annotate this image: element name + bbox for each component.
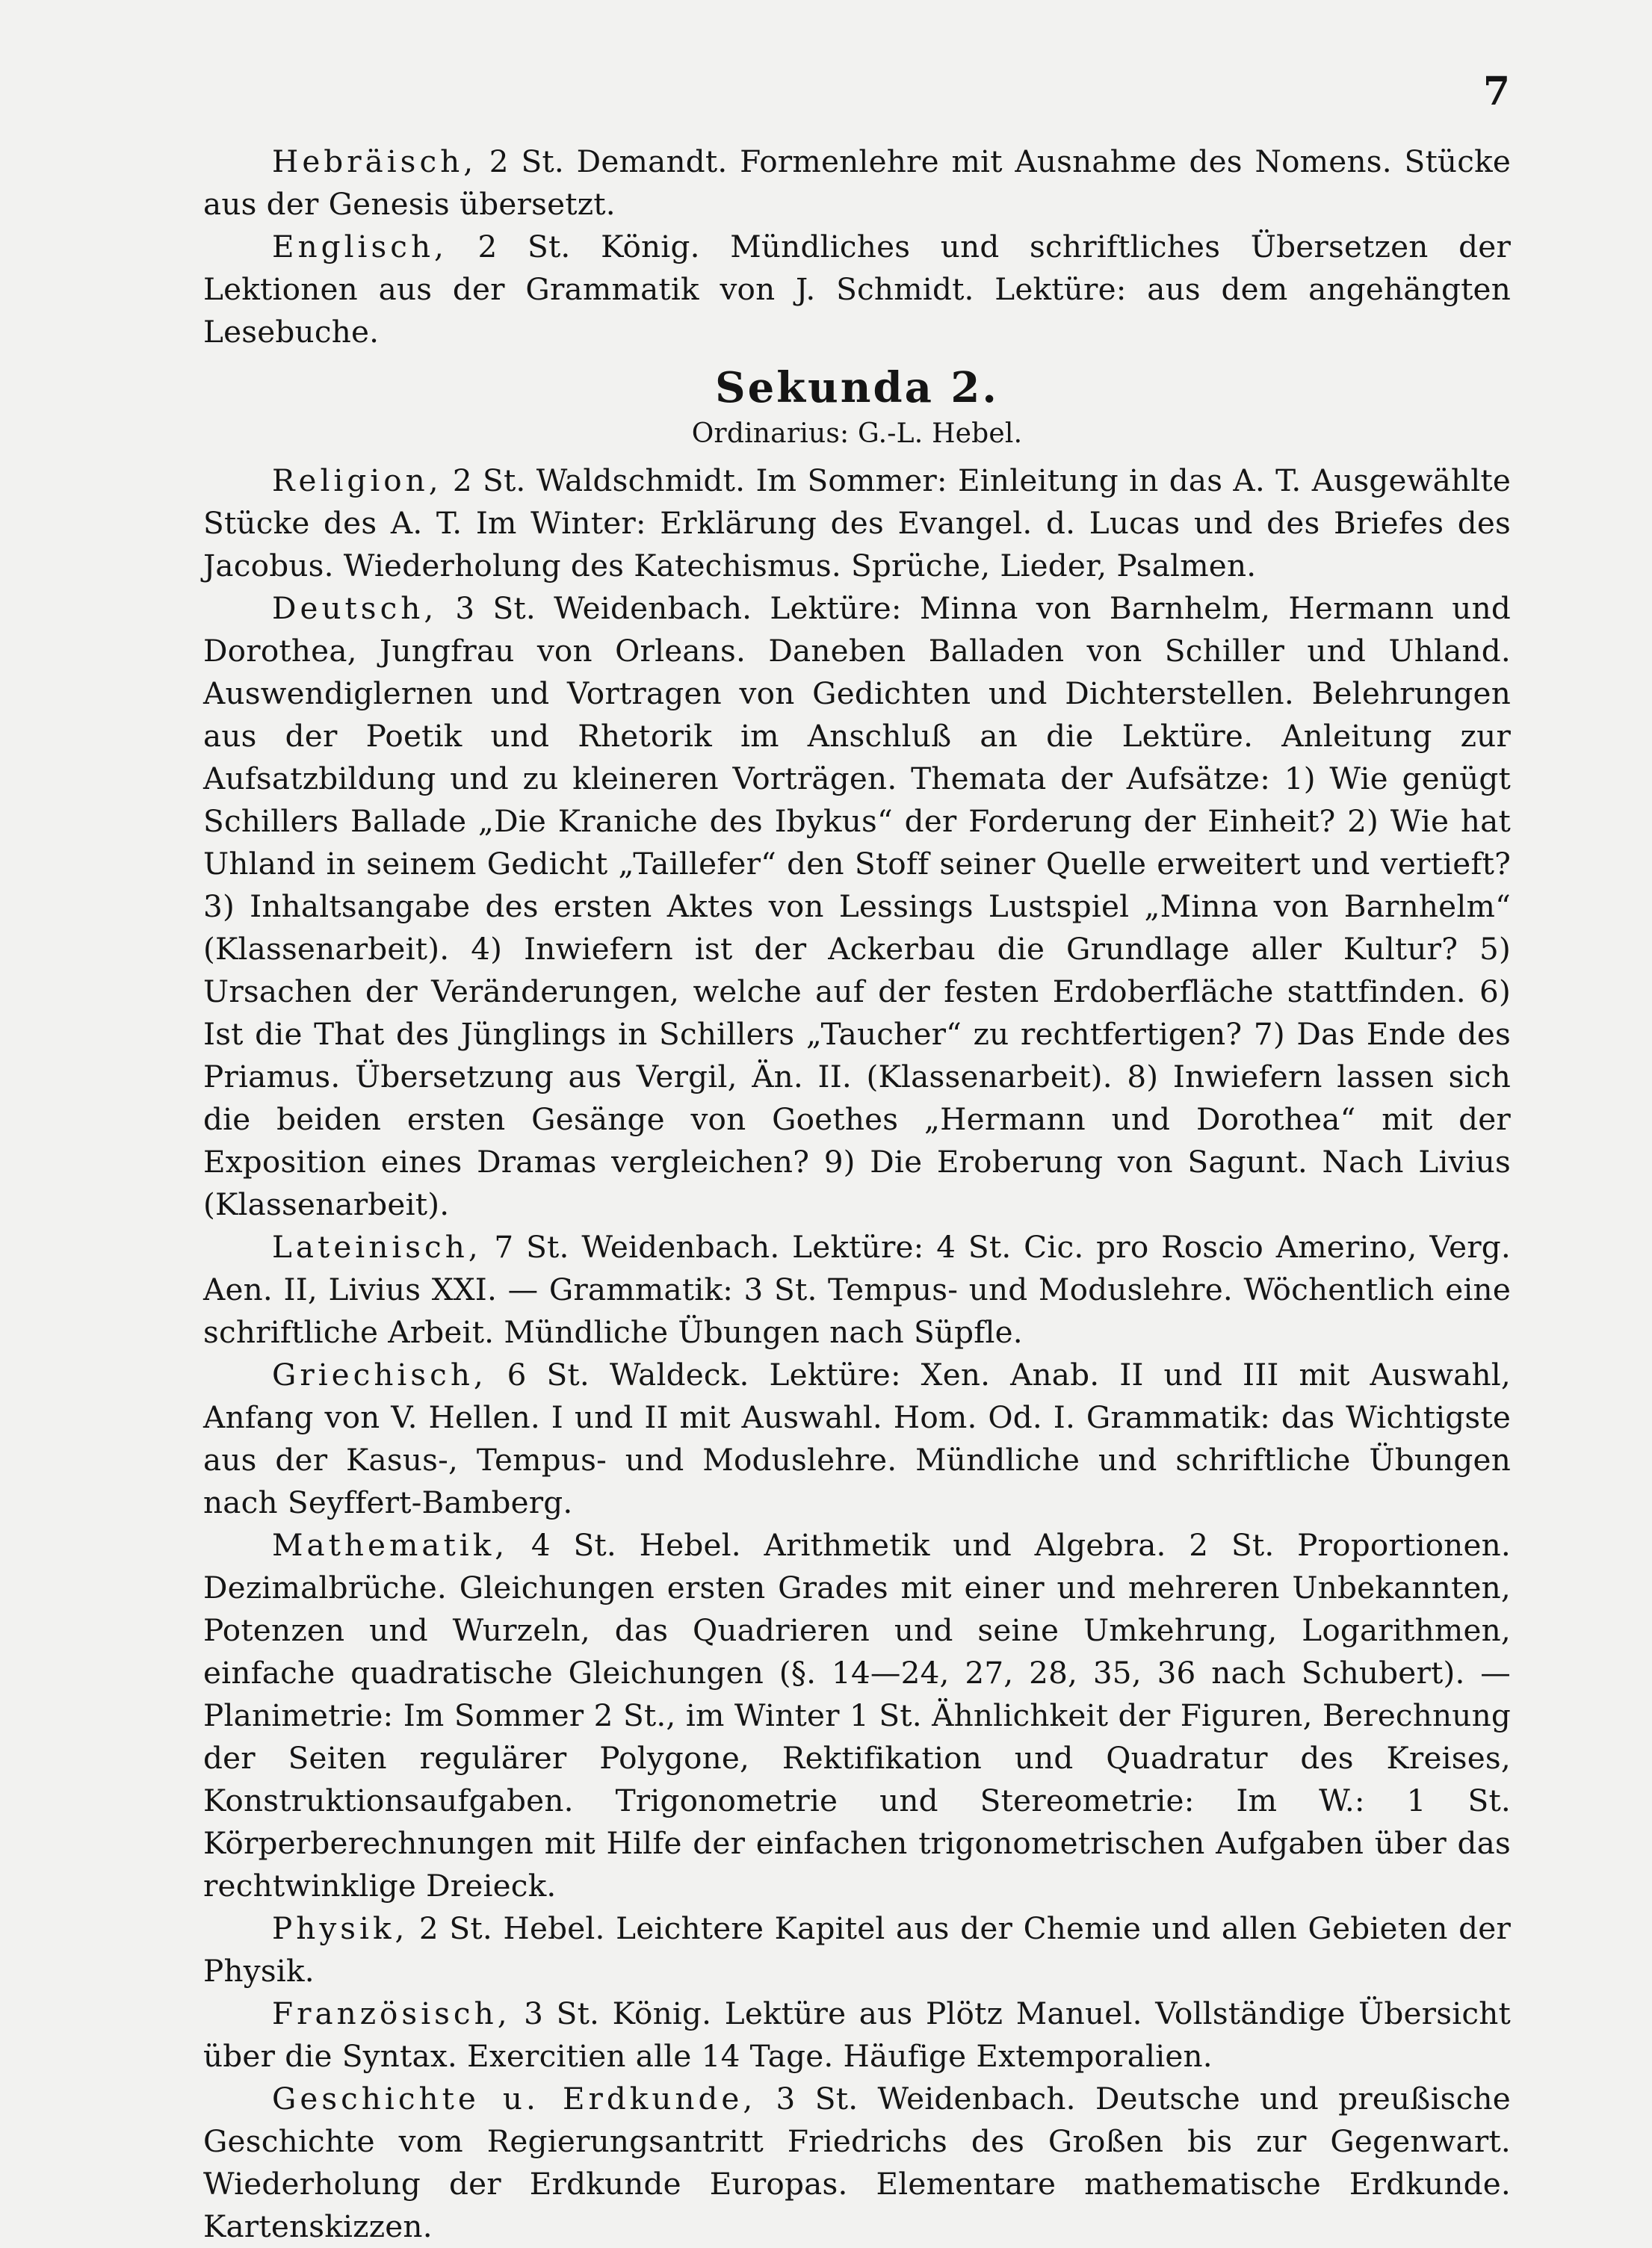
paragraph-englisch [203,226,1511,353]
subject-label: Lateinisch, [272,1229,482,1265]
paragraph-text: 7 St. Weidenbach. Lektüre: 4 St. Cic. pro Roscio Amerino, Verg. Aen. II, Livius XXI. — Grammatik: 3 St. Tempus- und Moduslehre. Wöchentlich eine schriftliche Arbeit. Mündliche Übungen nach Süpfle. [203,1229,1511,1350]
paragraph-text: 4 St. Hebel. Arithmetik und Algebra. 2 St. Proportionen. Dezimalbrüche. Gleichungen ersten Grades mit einer und mehreren Unbekannten, Potenzen und Wurzeln, das Quadrieren und seine Umkehrung, Logarithmen, einfache quadratische Gleichungen (§. 14—24, 27, 28, 35, 36 nach Schubert). — Planimetrie: Im Sommer 2 St., im Winter 1 St. Ähnlichkeit der Figuren, Berechnung der Seiten regulärer Polygone, Rektifikation und Quadratur des Kreises, Konstruktionsaufgaben. Trigonometrie und Stereometrie: Im W.: 1 St. Körperberechnungen mit Hilfe der einfachen trigonometrischen Aufgaben über das rechtwinklige Dreieck. [203,1527,1511,1904]
paragraph-hebraeisch [203,140,1511,226]
subject-label: Deutsch, [272,590,438,626]
subject-label: Französisch, [272,1995,511,2031]
subject-label: Physik, [272,1910,409,1946]
paragraph-geschichte [203,2078,1511,2248]
paragraph-mathematik [203,1524,1511,1907]
section-heading: Sekunda 2. [715,363,999,412]
paragraph-religion [203,459,1511,587]
paragraph-text: 3 St. König. Lektüre aus Plötz Manuel. Vollständige Übersicht über die Syntax. Exercitien alle 14 Tage. Häufige Extemporalien. [203,1995,1511,2074]
subject-label: Geschichte u. Erdkunde, [272,2081,757,2117]
paragraph-griechisch [203,1354,1511,1524]
subject-label: Griechisch, [272,1357,487,1393]
subject-label: Mathematik, [272,1527,509,1563]
paragraph-text: 2 St. König. Mündliches und schriftliches Übersetzen der Lektionen aus der Grammatik von J. Schmidt. Lektüre: aus dem angehängten Lesebuche. [203,229,1511,350]
paragraph-text: 3 St. Weidenbach. Deutsche und preußische Geschichte vom Regierungsantritt Friedrichs des Großen bis zur Gegenwart. Wiederholung der Erdkunde Europas. Elementare mathematische Erdkunde. Kartenskizzen. [203,2081,1511,2244]
subject-label: Englisch, [272,229,448,264]
subject-label: Religion, [272,462,442,498]
paragraph-text: 2 St. Demandt. Formenlehre mit Ausnahme des Nomens. Stücke aus der Genesis übersetzt. [203,143,1511,222]
page-number: 7 [1482,69,1510,114]
section-ordinarius: Ordinarius: G.-L. Hebel. [691,418,1023,449]
subject-label: Hebräisch, [272,143,477,179]
page-content [203,140,1511,2248]
paragraph-text: 3 St. Weidenbach. Lektüre: Minna von Barnhelm, Hermann und Dorothea, Jungfrau von Orleans. Daneben Balladen von Schiller und Uhland. Auswendiglernen und Vortragen von Gedichten und Dichterstellen. Belehrungen aus der Poetik und Rhetorik im Anschluß an die Lektüre. Anleitung zur Aufsatzbildung und zu kleineren Vorträgen. Themata der Aufsätze: 1) Wie genügt Schillers Ballade „Die Kraniche des Ibykus“ der Forderung der Einheit? 2) Wie hat Uhland in seinem Gedicht „Taillefer“ den Stoff seiner Quelle erweitert und vertieft? 3) Inhaltsangabe des ersten Aktes von Lessings Lustspiel „Minna von Barnhelm“ (Klassenarbeit). 4) Inwiefern ist der Ackerbau die Grundlage aller Kultur? 5) Ursachen der Veränderungen, welche auf der festen Erdoberfläche stattfinden. 6) Ist die That des Jünglings in Schillers „Taucher“ zu rechtfertigen? 7) Das Ende des Priamus. Übersetzung aus Vergil, Än. II. (Klassenarbeit). 8) Inwiefern lassen sich die beiden ersten Gesänge von Goethes „Hermann und Dorothea“ mit der Exposition eines Dramas vergleichen? 9) Die Eroberung von Sagunt. Nach Livius (Klassenarbeit). [203,590,1511,1222]
paragraph-franzoesisch [203,1992,1511,2078]
paragraph-physik [203,1907,1511,1992]
paragraph-text: 2 St. Waldschmidt. Im Sommer: Einleitung in das A. T. Ausgewählte Stücke des A. T. Im Winter: Erklärung des Evangel. d. Lucas und des Briefes des Jacobus. Wiederholung des Katechismus. Sprüche, Lieder, Psalmen. [203,462,1511,583]
paragraph-deutsch [203,587,1511,1226]
paragraph-text: 2 St. Hebel. Leichtere Kapitel aus der Chemie und allen Gebieten der Physik. [203,1910,1511,1989]
paragraph-text: 6 St. Waldeck. Lektüre: Xen. Anab. II und III mit Auswahl, Anfang von V. Hellen. I und II mit Auswahl. Hom. Od. I. Grammatik: das Wichtigste aus der Kasus-, Tempus- und Moduslehre. Mündliche und schriftliche Übungen nach Seyffert-Bamberg. [203,1357,1511,1520]
paragraph-lateinisch [203,1226,1511,1354]
